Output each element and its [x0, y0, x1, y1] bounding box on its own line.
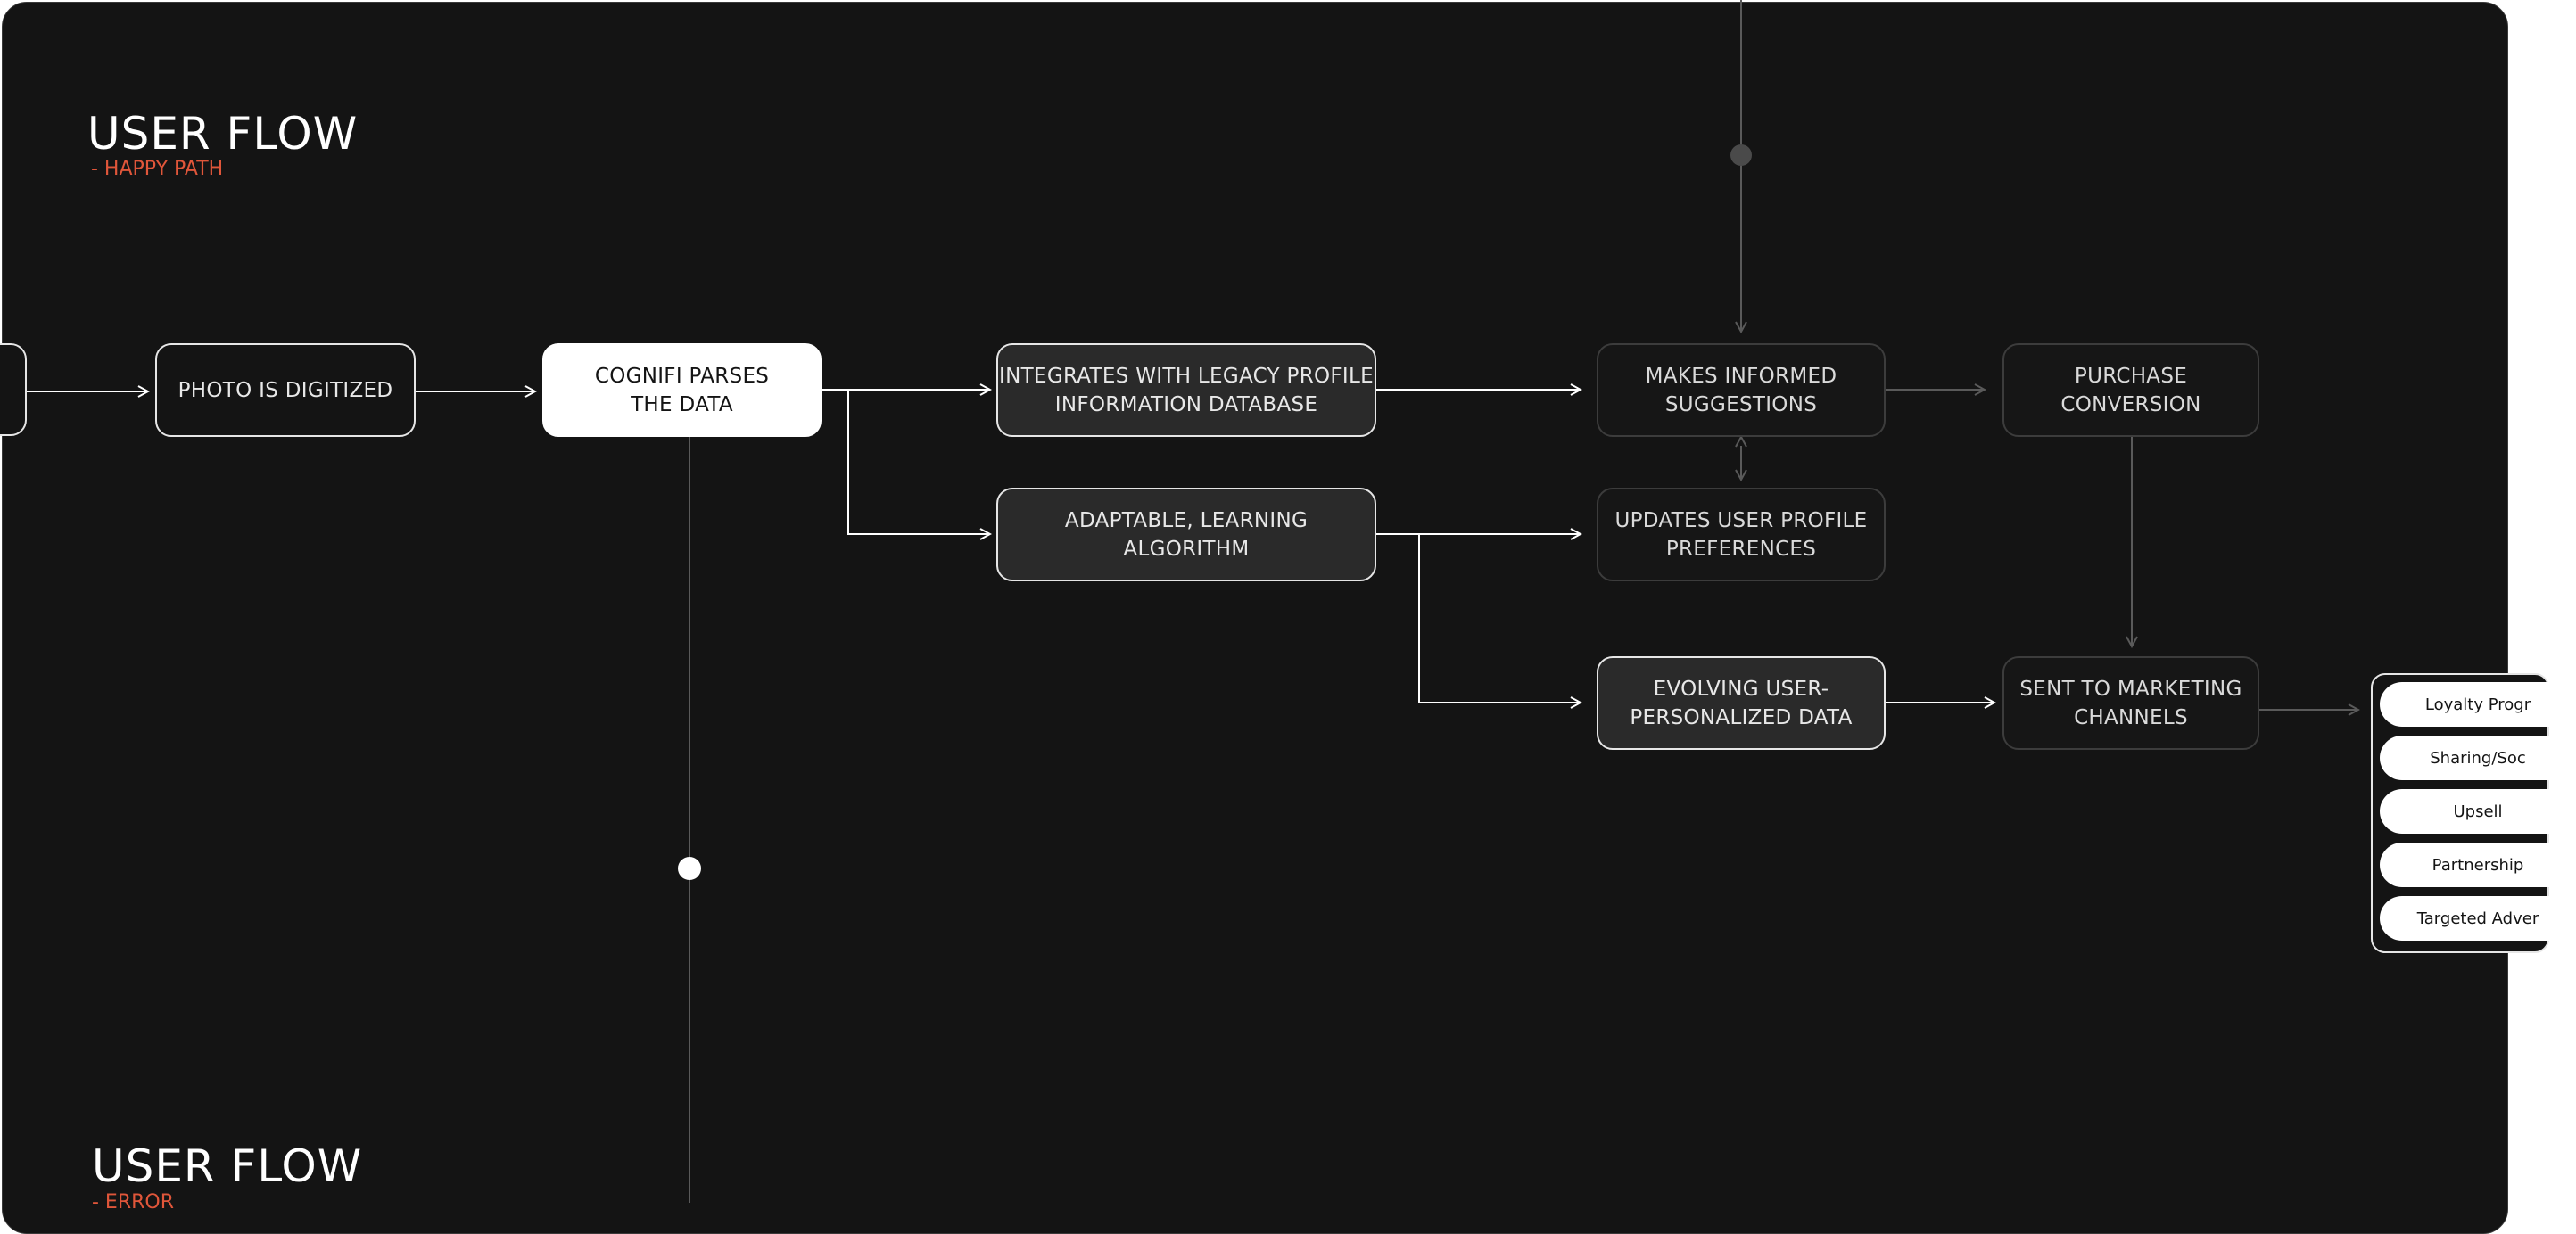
node-integrates-legacy[interactable]: INTEGRATES WITH LEGACY PROFILE INFORMATION DATABASE	[996, 343, 1376, 437]
section-title-happy-path: USER FLOW	[87, 108, 359, 160]
marketing-channel-list	[2371, 673, 2549, 953]
node-cognifi-parses[interactable]: COGNIFI PARSES THE DATA	[542, 343, 822, 437]
channel-pill[interactable]: Sharing/Soc	[2380, 736, 2576, 780]
node-evolving-data[interactable]: EVOLVING USER- PERSONALIZED DATA	[1597, 656, 1886, 750]
section-subtitle-happy-path: - HAPPY PATH	[91, 158, 224, 180]
channel-pill[interactable]: Upsell	[2380, 789, 2576, 834]
node-adaptable-algorithm[interactable]: ADAPTABLE, LEARNING ALGORITHM	[996, 488, 1376, 581]
channel-pill[interactable]: Partnership	[2380, 843, 2576, 887]
channel-pill[interactable]: Loyalty Progr	[2380, 682, 2576, 727]
top-junction-dot	[1730, 144, 1752, 166]
cognifi-junction-dot	[678, 857, 701, 880]
channel-pill[interactable]: Targeted Adver	[2380, 896, 2576, 941]
node-previous-step[interactable]	[0, 343, 27, 436]
section-subtitle-error: - ERROR	[92, 1191, 175, 1213]
node-marketing-channels[interactable]: SENT TO MARKETING CHANNELS	[2002, 656, 2259, 750]
section-title-error: USER FLOW	[92, 1140, 363, 1192]
node-photo-digitized[interactable]: PHOTO IS DIGITIZED	[155, 343, 416, 437]
node-updates-preferences[interactable]: UPDATES USER PROFILE PREFERENCES	[1597, 488, 1886, 581]
arrow-cognifi-adaptable	[848, 390, 990, 534]
node-informed-suggestions[interactable]: MAKES INFORMED SUGGESTIONS	[1597, 343, 1886, 437]
node-purchase-conversion[interactable]: PURCHASE CONVERSION	[2002, 343, 2259, 437]
arrow-adaptable-evolving	[1419, 534, 1581, 703]
